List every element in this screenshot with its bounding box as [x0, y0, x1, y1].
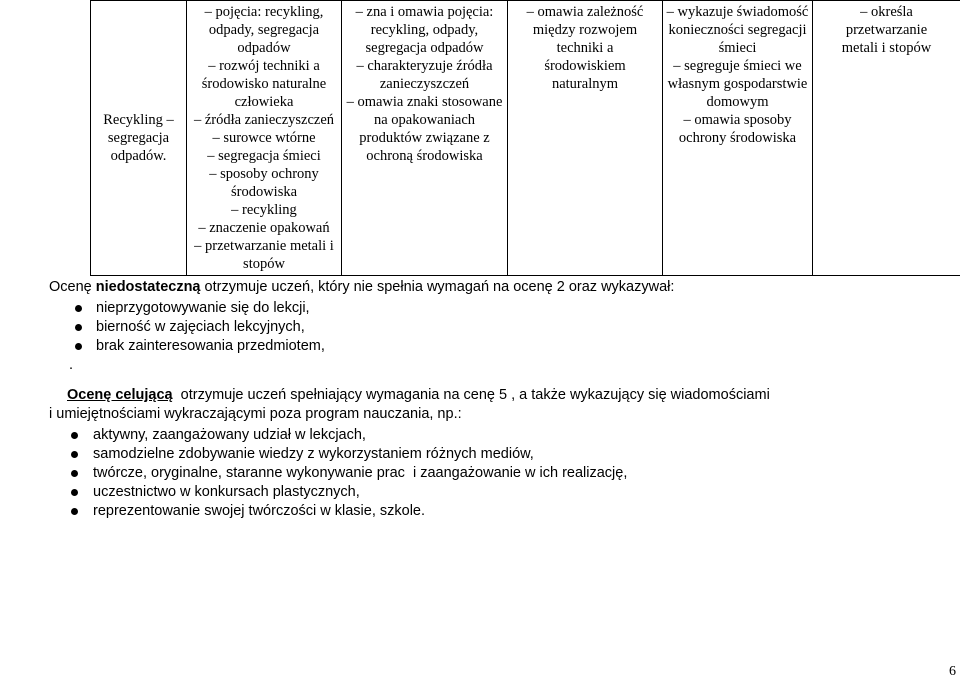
list-item: [49, 483, 919, 502]
content-line: środowiska: [230, 184, 298, 200]
content-line: – recykling: [231, 202, 297, 218]
content-line: odpady, segregacja: [208, 22, 320, 38]
excellent-intro: [49, 386, 919, 405]
list-item: [49, 426, 919, 445]
content-line: – segregacja śmieci: [207, 148, 321, 164]
list-item: [49, 318, 909, 337]
insufficient-list: [49, 299, 909, 356]
requirement-line: domowym: [706, 94, 769, 110]
requirement-line: – omawia zależność: [526, 4, 644, 20]
content-cell: [187, 1, 342, 276]
requirement-line: – określa: [860, 4, 913, 20]
content-line: – pojęcia: recykling,: [204, 4, 324, 20]
trailing-dot: .: [69, 357, 74, 373]
content-line: – rozwój techniki a: [208, 58, 320, 74]
requirement-line: – charakteryzuje źródła: [356, 58, 493, 74]
requirement-line: między rozwojem: [532, 22, 638, 38]
list-item-text: reprezentowanie swojej twórczości w klasie, szkole.: [93, 503, 426, 519]
requirements-extended-cell: [508, 1, 663, 276]
grade-word-insufficient: niedostateczną: [95, 279, 201, 295]
bullet-icon: [71, 470, 78, 477]
excellent-intro-rest: otrzymuje uczeń spełniający wymagania na cenę 5 , a także wykazujący się wiadomościami: [172, 387, 770, 403]
requirement-line: – omawia znaki stosowane: [346, 94, 503, 110]
requirement-line: – segreguje śmieci we: [673, 58, 802, 74]
content-line: – sposoby ochrony: [209, 166, 319, 182]
requirement-line: ochrony środowiska: [678, 130, 797, 146]
requirement-line: metali i stopów: [841, 40, 932, 56]
list-item-text: samodzielne zdobywanie wiedzy z wykorzystaniem różnych mediów,: [93, 446, 534, 462]
excellent-list: [49, 426, 919, 521]
list-item-text: bierność w zajęciach lekcyjnych,: [96, 319, 305, 335]
content-line: – surowce wtórne: [212, 130, 316, 146]
requirements-good-cell: [663, 1, 813, 276]
bullet-icon: [71, 451, 78, 458]
bullet-icon: [75, 343, 82, 350]
list-item: [49, 445, 919, 464]
content-line: środowisko naturalne: [201, 76, 327, 92]
requirement-line: własnym gospodarstwie: [667, 76, 808, 92]
intro-rest: otrzymuje uczeń, który nie spełnia wymagań na ocenę 2 oraz wykazywał:: [200, 279, 675, 295]
content-line: odpadów: [237, 40, 291, 56]
bullet-icon: [71, 489, 78, 496]
list-item-text: aktywny, zaangażowany udział w lekcjach,: [93, 427, 366, 443]
requirement-line: techniki a: [556, 40, 614, 56]
content-line: – znaczenie opakowań: [198, 220, 330, 236]
topic-text: Recykling – segregacja odpadów.: [103, 112, 174, 164]
requirements-table: [90, 0, 960, 276]
list-item: [49, 502, 919, 521]
page-number: 6: [949, 664, 956, 679]
requirement-line: – zna i omawia pojęcia:: [355, 4, 494, 20]
requirement-line: środowiskiem: [544, 58, 626, 74]
bullet-icon: [71, 508, 78, 515]
requirement-line: naturalnym: [551, 76, 619, 92]
bullet-icon: [75, 305, 82, 312]
requirements-basic-cell: [342, 1, 508, 276]
content-line: człowieka: [234, 94, 294, 110]
bullet-icon: [75, 324, 82, 331]
insufficient-intro: [49, 278, 909, 297]
requirement-line: przetwarzanie: [845, 22, 928, 38]
requirement-line: recykling, odpady,: [370, 22, 479, 38]
requirement-line: segregacja odpadów: [365, 40, 484, 56]
requirement-line: – omawia sposoby: [683, 112, 792, 128]
requirement-line: zanieczyszczeń: [379, 76, 470, 92]
list-item-text: brak zainteresowania przedmiotem,: [96, 338, 325, 354]
requirement-line: produktów związane z: [359, 130, 490, 146]
list-item: [49, 337, 909, 356]
grade-word-excellent: Ocenę celującą: [67, 387, 173, 403]
list-item-text: uczestnictwo w konkursach plastycznych,: [93, 484, 360, 500]
content-line: – przetwarzanie metali i: [194, 238, 334, 254]
excellent-intro-line2: i umiejętnościami wykraczającymi poza program nauczania, np.:: [49, 406, 462, 422]
requirement-line: śmieci: [718, 40, 757, 56]
requirements-table-wrapper: [90, 0, 960, 272]
bullet-icon: [71, 432, 78, 439]
excellent-grade-block: [49, 386, 919, 521]
table-row: [91, 1, 960, 276]
list-item: [49, 464, 919, 483]
list-item-text: twórcze, oryginalne, staranne wykonywanie prac i zaangażowanie w ich realizację,: [93, 465, 628, 481]
requirement-line: konieczności segregacji: [668, 22, 807, 38]
requirement-line: – wykazuje świadomość: [666, 4, 809, 20]
content-line: stopów: [243, 256, 285, 272]
requirement-line: na opakowaniach: [373, 112, 476, 128]
requirement-line: ochroną środowiska: [366, 148, 483, 164]
requirements-very-good-cell: [813, 1, 960, 276]
list-item: [49, 299, 909, 318]
insufficient-grade-block: [49, 278, 909, 375]
intro-prefix: Ocenę: [49, 279, 96, 295]
content-line: – źródła zanieczyszczeń: [193, 112, 335, 128]
list-item-text: nieprzygotowywanie się do lekcji,: [96, 300, 310, 316]
topic-cell: [91, 1, 187, 276]
